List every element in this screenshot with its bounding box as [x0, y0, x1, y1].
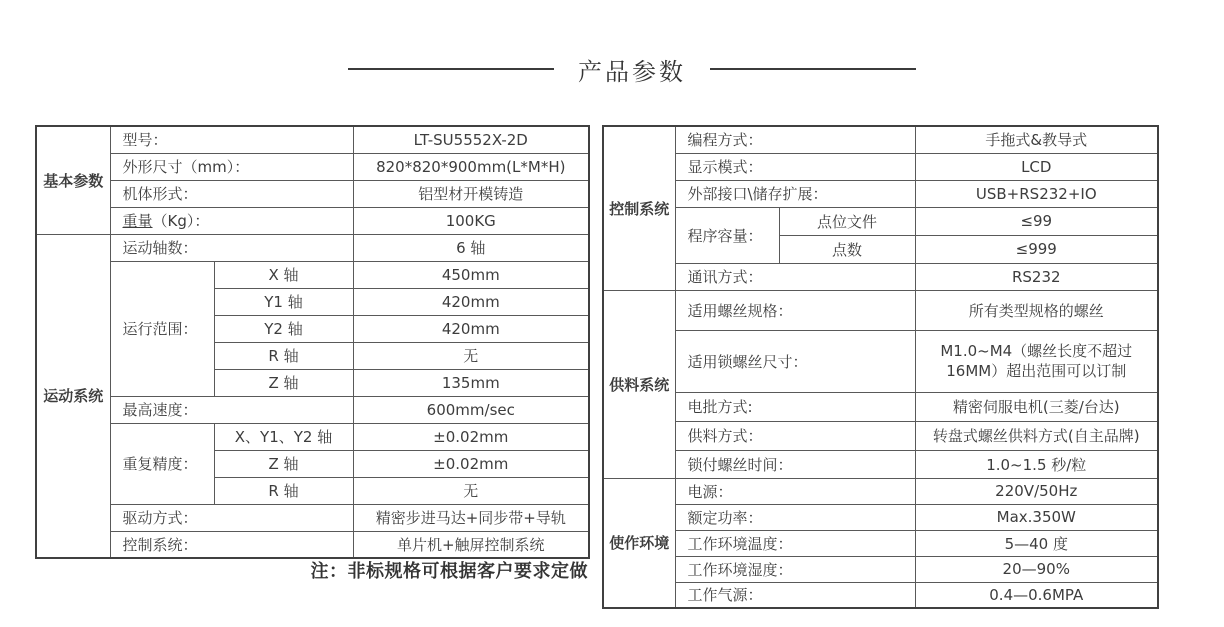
row-power	[603, 478, 1158, 504]
row-max-speed	[36, 396, 589, 423]
value-cell: 420mm	[353, 315, 589, 342]
value-cell: 所有类型规格的螺丝	[915, 290, 1158, 330]
sub-label-cell: X、Y1、Y2 轴	[214, 423, 353, 450]
row-feed-type	[603, 421, 1158, 450]
row-programming	[603, 126, 1158, 153]
row-display-mode	[603, 153, 1158, 180]
label-cell: 驱动方式：	[110, 504, 353, 531]
label-cell	[110, 207, 353, 234]
row-drive-type	[36, 504, 589, 531]
row-screw-spec	[603, 290, 1158, 330]
row-body-type	[36, 180, 589, 207]
label-cell: 显示模式：	[675, 153, 915, 180]
value-cell: ≤99	[915, 207, 1158, 235]
sub-label-cell: 点位文件	[779, 207, 915, 235]
label-cell: 型号：	[110, 126, 353, 153]
page-title-text: 产品参数	[578, 57, 686, 86]
row-screw-size	[603, 330, 1158, 392]
value-cell: USB+RS232+IO	[915, 180, 1158, 207]
label-cell: 额定功率：	[675, 504, 915, 530]
row-model	[36, 126, 589, 153]
value-cell: 6 轴	[353, 234, 589, 261]
label-underlined-part: 重量	[122, 212, 153, 230]
label-cell: 供料方式：	[675, 421, 915, 450]
label-cell: 工作气源：	[675, 582, 915, 608]
sub-label-cell: Z 轴	[214, 369, 353, 396]
value-cell: 0.4—0.6MPA	[915, 582, 1158, 608]
label-cell: 控制系统：	[110, 531, 353, 558]
label-cell: 适用螺丝规格：	[675, 290, 915, 330]
row-axes-count	[36, 234, 589, 261]
sub-label-cell: R 轴	[214, 477, 353, 504]
label-cell: 机体形式：	[110, 180, 353, 207]
title-rule-right	[710, 68, 916, 70]
label-cell: 最高速度：	[110, 396, 353, 423]
value-cell: 无	[353, 477, 589, 504]
sub-label-cell: 点数	[779, 235, 915, 263]
left-spec-table	[35, 125, 590, 559]
label-cell: 工作环境温度：	[675, 530, 915, 556]
sub-label-cell: Y2 轴	[214, 315, 353, 342]
value-cell: LT-SU5552X-2D	[353, 126, 589, 153]
value-line-1: M1.0~M4（螺丝长度不超过	[940, 341, 1133, 360]
label-cell-capacity: 程序容量：	[675, 207, 779, 263]
value-cell: 20—90%	[915, 556, 1158, 582]
value-cell: 无	[353, 342, 589, 369]
sub-label-cell: Z 轴	[214, 450, 353, 477]
category-cell-control: 控制系统	[603, 126, 675, 290]
row-weight	[36, 207, 589, 234]
page-title	[348, 48, 916, 90]
value-cell: 420mm	[353, 288, 589, 315]
category-cell-environment: 使作环境	[603, 478, 675, 608]
value-cell: RS232	[915, 263, 1158, 290]
label-cell: 锁付螺丝时间：	[675, 450, 915, 478]
value-cell: 转盘式螺丝供料方式(自主品牌)	[915, 421, 1158, 450]
right-spec-table	[602, 125, 1159, 609]
value-cell: 精密步进马达+同步带+导轨	[353, 504, 589, 531]
label-cell: 通讯方式：	[675, 263, 915, 290]
category-cell-basic: 基本参数	[36, 126, 110, 234]
value-cell	[915, 330, 1158, 392]
row-driver-type	[603, 392, 1158, 421]
title-rule-left	[348, 68, 554, 70]
label-cell: 电批方式:	[675, 392, 915, 421]
label-cell: 适用锁螺丝尺寸：	[675, 330, 915, 392]
category-cell-supply: 供料系统	[603, 290, 675, 478]
value-cell: ±0.02mm	[353, 450, 589, 477]
value-cell: 600mm/sec	[353, 396, 589, 423]
label-cell: 外形尺寸（mm）：	[110, 153, 353, 180]
value-line-2: 16MM）超出范围可以订制	[946, 362, 1127, 380]
label-cell: 编程方式：	[675, 126, 915, 153]
row-rated-power	[603, 504, 1158, 530]
value-cell: ±0.02mm	[353, 423, 589, 450]
value-cell: 100KG	[353, 207, 589, 234]
row-work-humidity	[603, 556, 1158, 582]
sub-label-cell: Y1 轴	[214, 288, 353, 315]
row-communication	[603, 263, 1158, 290]
value-cell: 820*820*900mm(L*M*H)	[353, 153, 589, 180]
value-cell: 450mm	[353, 261, 589, 288]
row-air-supply	[603, 582, 1158, 608]
value-cell: 220V/50Hz	[915, 478, 1158, 504]
value-cell: 手拖式&教导式	[915, 126, 1158, 153]
row-lock-time	[603, 450, 1158, 478]
row-control-system	[36, 531, 589, 558]
label-rest-part: （Kg）：	[152, 212, 210, 230]
label-cell-range: 运行范围：	[110, 261, 214, 396]
row-work-temp	[603, 530, 1158, 556]
value-cell: ≤999	[915, 235, 1158, 263]
sub-label-cell: R 轴	[214, 342, 353, 369]
row-range-x	[36, 261, 589, 288]
category-cell-motion: 运动系统	[36, 234, 110, 558]
custom-spec-note: 注：非标规格可根据客户要求定做	[310, 561, 588, 582]
sub-label-cell: X 轴	[214, 261, 353, 288]
label-cell: 电源：	[675, 478, 915, 504]
value-cell: Max.350W	[915, 504, 1158, 530]
value-cell: LCD	[915, 153, 1158, 180]
row-interface	[603, 180, 1158, 207]
value-cell: 1.0~1.5 秒/粒	[915, 450, 1158, 478]
value-cell: 单片机+触屏控制系统	[353, 531, 589, 558]
label-cell-precision: 重复精度：	[110, 423, 214, 504]
value-cell: 精密伺服电机(三菱/台达)	[915, 392, 1158, 421]
row-size	[36, 153, 589, 180]
row-precision-xy	[36, 423, 589, 450]
value-cell: 铝型材开模铸造	[353, 180, 589, 207]
row-capacity-files	[603, 207, 1158, 235]
value-cell: 135mm	[353, 369, 589, 396]
label-cell: 运动轴数：	[110, 234, 353, 261]
value-cell: 5—40 度	[915, 530, 1158, 556]
label-cell: 工作环境湿度：	[675, 556, 915, 582]
label-cell: 外部接口\储存扩展：	[675, 180, 915, 207]
